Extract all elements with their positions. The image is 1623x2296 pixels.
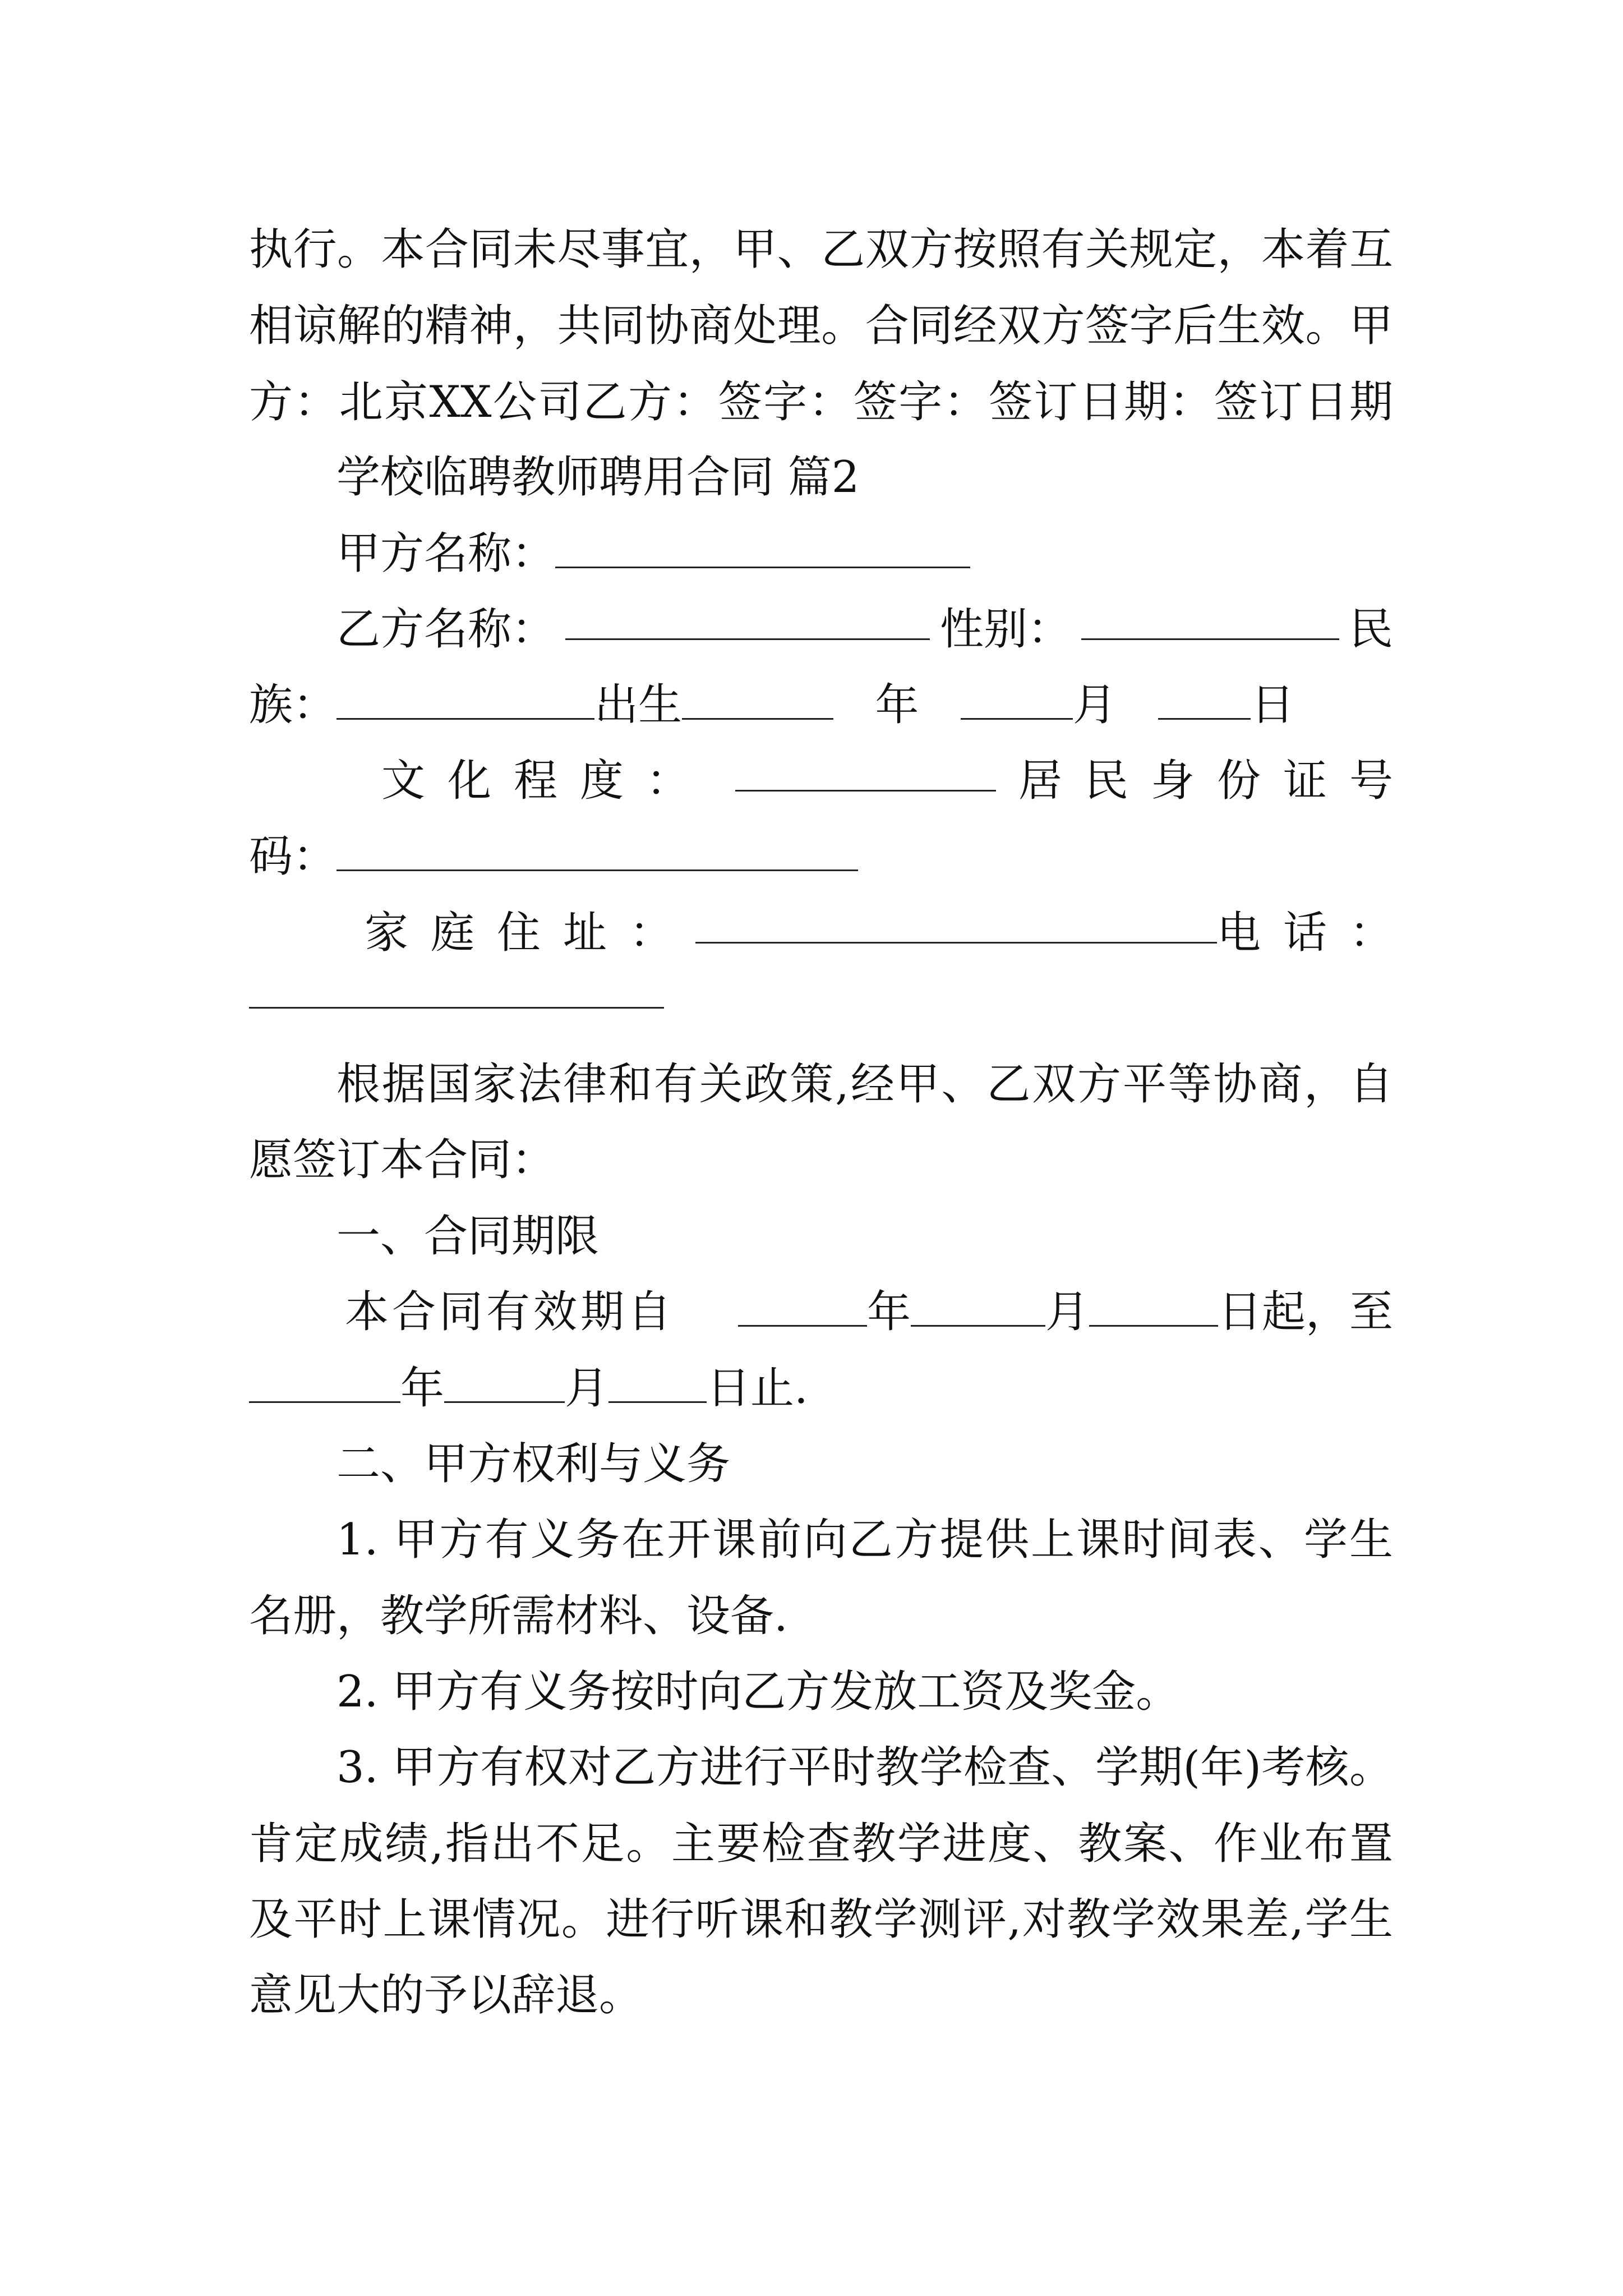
id-label: 居民身份证号 [1018, 756, 1415, 806]
party-a-row [336, 526, 1393, 582]
list-item-line: 1. 甲方有义务在开课前向乙方提供上课时间表、学生 [336, 1515, 1393, 1565]
section-heading: 二、甲方权利与义务 [336, 1439, 731, 1489]
party-a-label: 甲方名称： [336, 528, 556, 579]
education-row [381, 753, 1415, 809]
ethnicity-birth-row [249, 677, 1393, 733]
year-label: 年 [866, 1287, 911, 1337]
id-blank [336, 832, 858, 871]
party-b-blank [565, 601, 930, 640]
list-item-line: 意见大的予以辞退。 [249, 1970, 643, 2021]
paragraph-line: 方：北京XX公司乙方：签字：签字：签订日期：签订日期 [249, 377, 1393, 427]
phone-label: 电话： [1216, 908, 1415, 958]
birth-label: 出生 [594, 680, 683, 730]
start-month-blank [911, 1288, 1045, 1327]
party-a-blank [555, 530, 970, 568]
intro-line: 愿签订本合同： [249, 1135, 556, 1185]
party-b-row [336, 601, 1393, 657]
address-label: 家庭住址： [365, 908, 696, 958]
ethnicity-label-cont: 族： [249, 680, 337, 730]
phone-blank [249, 970, 664, 1009]
birth-year-blank [682, 681, 833, 720]
year-label: 年 [875, 680, 919, 730]
list-item-line: 3. 甲方有权对乙方进行平时教学检查、学期(年)考核。 [336, 1742, 1393, 1793]
day-to-label: 日止. [707, 1363, 808, 1414]
gender-blank [1081, 601, 1339, 640]
end-year-blank [249, 1364, 400, 1403]
end-day-blank [608, 1364, 707, 1403]
education-blank [735, 753, 996, 792]
paragraph-line: 相谅解的精神，共同协商处理。合同经双方签字后生效。甲 [249, 301, 1393, 351]
address-row [365, 905, 1415, 961]
start-day-blank [1089, 1288, 1218, 1327]
term-start [738, 1284, 1393, 1340]
start-year-blank [738, 1288, 867, 1327]
day-from-label: 日起，至 [1218, 1287, 1393, 1337]
day-label: 日 [1251, 680, 1295, 730]
month-label: 月 [565, 1363, 609, 1414]
intro-line: 根据国家法律和有关政策,经甲、乙双方平等协商，自 [336, 1059, 1393, 1110]
list-item-line: 及平时上课情况。进行听课和教学测评,对教学效果差,学生 [249, 1894, 1393, 1945]
paragraph-line: 执行。本合同未尽事宜，甲、乙双方按照有关规定，本着互 [249, 224, 1393, 275]
section-title: 学校临聘教师聘用合同 篇2 [336, 452, 860, 503]
month-label: 月 [1045, 1287, 1089, 1337]
birth-month-blank [961, 681, 1073, 720]
address-blank [695, 905, 1217, 944]
term-end-row [249, 1360, 1393, 1416]
month-label: 月 [1072, 680, 1117, 730]
party-b-label: 乙方名称： [336, 604, 556, 655]
list-item-line: 2. 甲方有义务按时向乙方发放工资及奖金。 [336, 1667, 1180, 1717]
id-label-cont: 码： [249, 831, 337, 882]
ethnicity-label: 民 [1349, 604, 1393, 655]
gender-label: 性别： [939, 604, 1071, 655]
birth-day-blank [1158, 681, 1251, 720]
list-item-line: 肯定成绩,指出不足。主要检查教学进度、教案、作业布置 [249, 1819, 1393, 1869]
year-label: 年 [400, 1363, 445, 1414]
term-prefix: 本合同有效期自 [345, 1287, 675, 1337]
section-heading: 一、合同期限 [336, 1211, 600, 1262]
end-month-blank [444, 1364, 565, 1403]
id-row [249, 829, 1393, 885]
term-row [345, 1284, 1393, 1340]
phone-row [249, 966, 1393, 1022]
education-label: 文化程度： [381, 756, 713, 806]
list-item-line: 名册，教学所需材料、设备. [249, 1591, 788, 1641]
ethnicity-blank [336, 681, 594, 720]
